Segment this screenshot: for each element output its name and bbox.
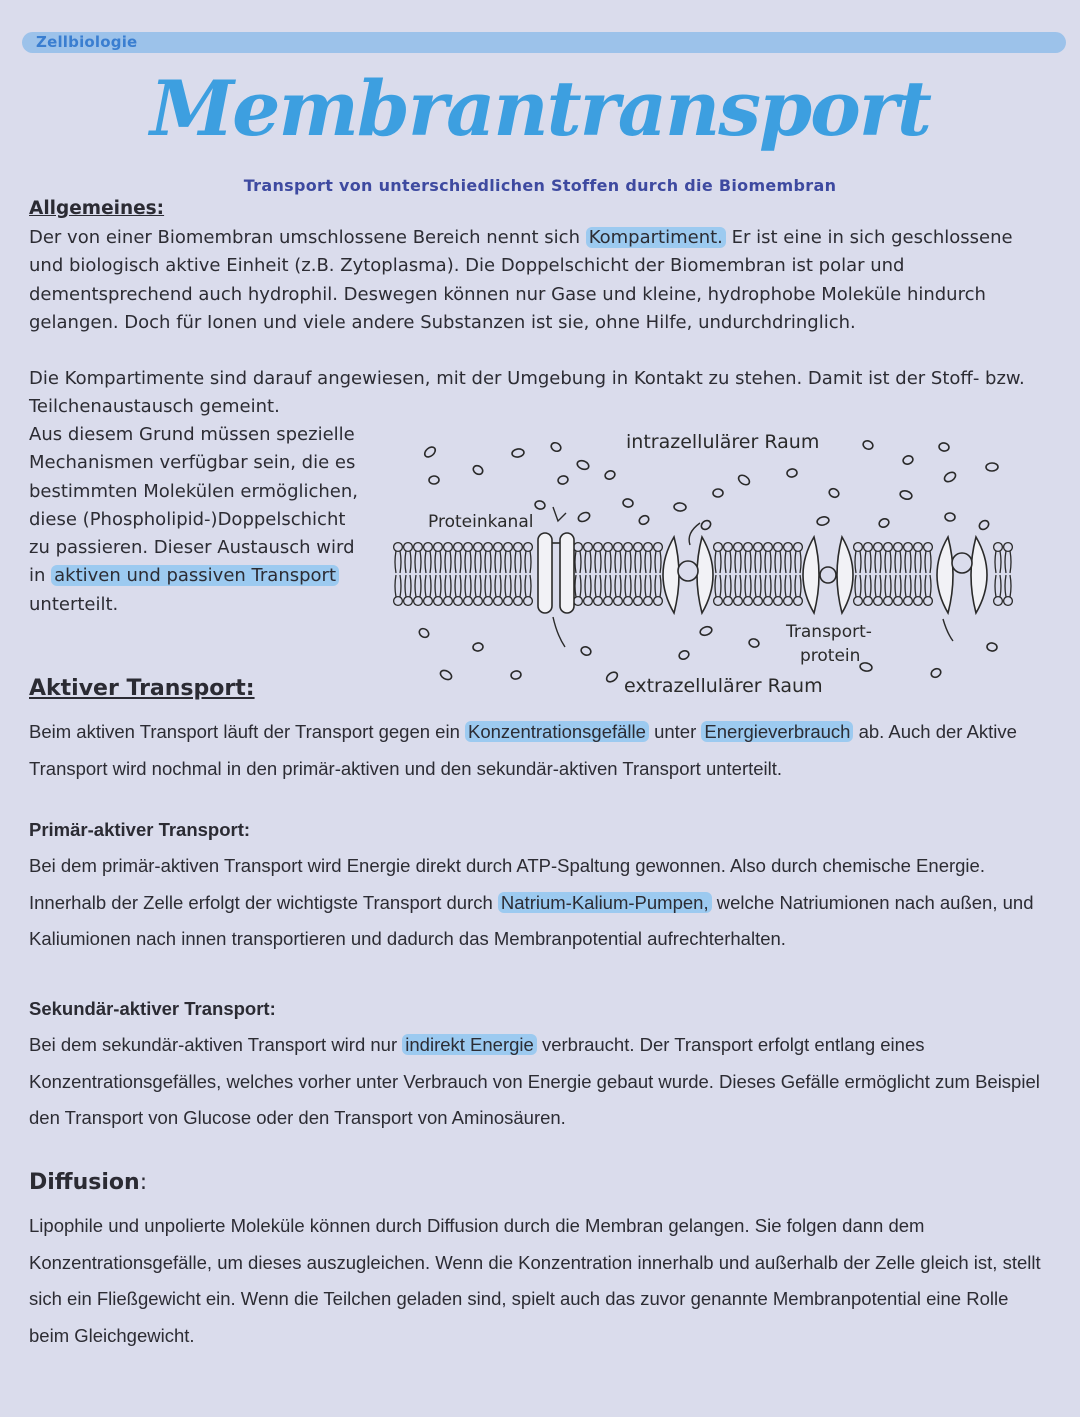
page-title: Membrantransport [150, 64, 930, 153]
heading-diffusion-colon: : [139, 1170, 148, 1195]
transport-protein-2 [803, 537, 853, 613]
highlight-natrium-kalium: Natrium-Kalium-Pumpen, [498, 892, 712, 913]
text-segment: Beim aktiven Transport läuft der Transport gegen ein [29, 721, 466, 742]
paragraph-mechanismen [29, 421, 369, 619]
heading-sekundaer: Sekundär-aktiver Transport: [29, 998, 276, 1019]
text-segment: unterteilt. [29, 593, 119, 615]
text-segment: unter [648, 721, 702, 742]
text-segment: ab. Auch der Aktive Transport wird nochmal in den primär-aktiven und den sekundär-aktiven Transport unterteilt. [29, 721, 1017, 779]
highlight-kompartiment: Kompartiment. [586, 227, 726, 248]
text-segment: Der von einer Biomembran umschlossene Bereich nennt sich [29, 227, 586, 248]
text-segment: Bei dem sekundär-aktiven Transport wird nur [29, 1034, 403, 1055]
paragraph-aktiv [29, 714, 1044, 787]
text-segment: welche Natriumionen nach außen, und Kaliumionen nach innen transportieren und dadurch das Membranpotential aufrechterhalten. [29, 891, 1034, 949]
label-proteinkanal: Proteinkanal [428, 512, 534, 532]
label-extrazellulaer: extrazellulärer Raum [624, 675, 823, 697]
label-transportprotein-2: protein [800, 646, 861, 666]
text-segment: Bei dem primär-aktiven Transport wird Energie direkt durch ATP-Spaltung gewonnen. Also durch chemische Energie. Innerhalb der Zelle erfolgt der wichtigste Transport durch [29, 855, 985, 913]
paragraph-sekundaer [29, 1027, 1051, 1137]
label-transportprotein-1: Transport- [786, 622, 872, 642]
category-label: Zellbiologie [36, 33, 138, 51]
heading-allgemeines: Allgemeines: [29, 198, 165, 219]
protein-channel [538, 533, 574, 613]
paragraph-kompartimente: Die Kompartimente sind darauf angewiesen, mit der Umgebung in Kontakt zu stehen. Damit ist der Stoff- bzw. Teilchenaustausch gemeint. [29, 368, 1025, 418]
paragraph-allgemeines [29, 224, 1039, 337]
highlight-indirekt-energie: indirekt Energie [402, 1034, 537, 1055]
paragraph-diffusion: Lipophile und unpolierte Moleküle können durch Diffusion durch die Membran gelangen. Sie folgen dann dem Konzentrationsgefälle, um dieses auszugleichen. Wenn die Konzentration innerhalb und außerhalb der Zelle gleich ist, stellt sich ein Fließgewicht ein. Wenn die Teilchen geladen sind, spielt auch das zuvor genannte Membranpotential eine Rolle beim Gleichgewicht. [29, 1215, 1041, 1346]
heading-primaer: Primär-aktiver Transport: [29, 819, 251, 840]
heading-diffusion-text: Diffusion [29, 1170, 140, 1195]
transport-arrows [553, 507, 953, 647]
paragraph-primaer [29, 848, 1049, 958]
category-bar [22, 32, 1066, 53]
text-segment: verbraucht. Der Transport erfolgt entlang eines Konzentrationsgefälles, welches vorher unter Verbrauch von Energie gebaut wurde. Dieses Gefälle ermöglicht zum Beispiel den Transport von Glucose oder den Transport von Aminosäuren. [29, 1034, 1040, 1128]
highlight-aktiv-passiv: aktiven und passiven Transport [51, 565, 339, 586]
transport-protein-3 [937, 537, 987, 613]
membrane-diagram [388, 425, 1028, 705]
highlight-konzentrationsgefaelle: Konzentrationsgefälle [465, 721, 649, 742]
text-segment: Aus diesem Grund müssen spezielle Mechanismen verfügbar sein, die es bestimmten Molekülen ermöglichen, diese (Phospholipid-)Doppelschicht zu passieren. Dieser Austausch wird in [29, 424, 359, 587]
heading-aktiver-transport: Aktiver Transport: [29, 676, 255, 701]
heading-diffusion [29, 1170, 147, 1195]
label-intrazellulaer: intrazellulärer Raum [626, 431, 820, 453]
transport-protein-1 [663, 537, 713, 613]
page-subtitle: Transport von unterschiedlichen Stoffen durch die Biomembran [243, 176, 837, 195]
text-segment: Er ist eine in sich geschlossene und biologisch aktive Einheit (z.B. Zytoplasma). Die Doppelschicht der Biomembran ist polar und dementsprechend auch hydrophil. Deswegen können nur Gase und kleine, hydrophobe Moleküle hindurch gelangen. Doch für Ionen und viele andere Substanzen ist sie, ohne Hilfe, undurchdringlich. [29, 227, 1013, 333]
highlight-energieverbrauch: Energieverbrauch [701, 721, 853, 742]
